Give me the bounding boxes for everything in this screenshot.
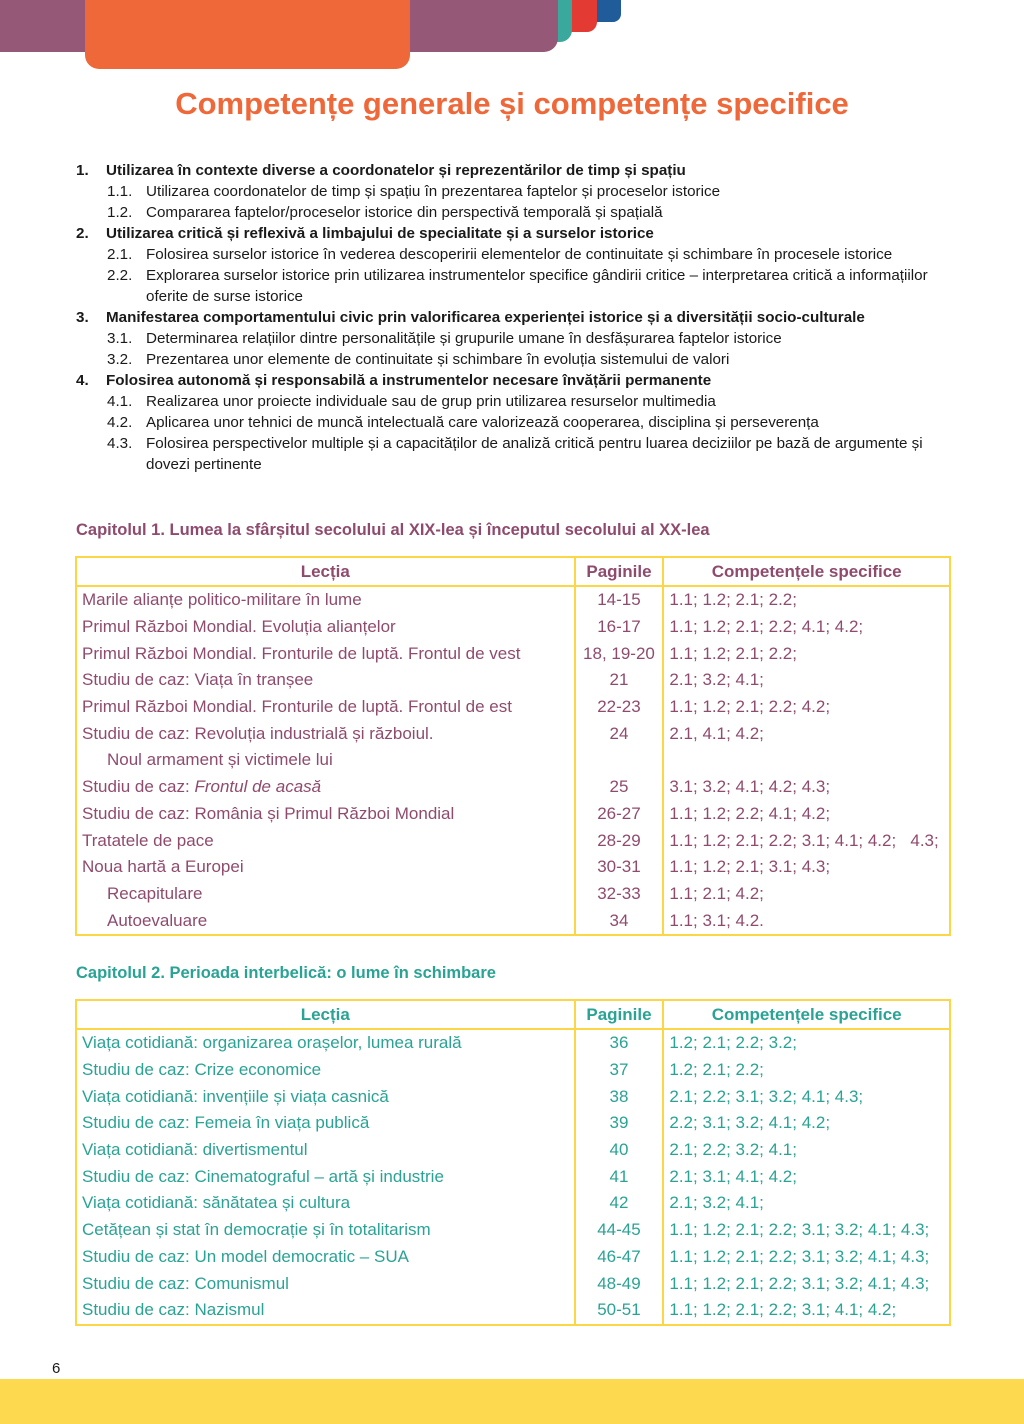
table-header-row [76,1000,950,1029]
competences-cell: 1.1; 1.2; 2.2; 4.1; 4.2; [669,803,831,823]
competences-cell: 2.1; 3.2; 4.1; [669,670,764,690]
table-row [76,827,950,854]
decorative-tab-orange [85,0,410,69]
column-header-pages: Paginile [575,1000,664,1029]
competences-cell: 3.1; 3.2; 4.1; 4.2; 4.3; [669,777,831,797]
chapter-1-table [75,556,951,936]
specific-competence-4-1 [76,391,956,412]
chapter-2-table [75,999,951,1326]
competences-cell: 2.1; 2.2; 3.2; 4.1; [669,1140,797,1160]
column-header-competences: Competențele specifice [663,1000,950,1029]
table-row [76,1190,950,1217]
page-title: Competențe generale și competențe specifice [175,86,849,121]
pages-cell: 39 [575,1110,664,1137]
lesson-cell: Viața cotidiană: divertismentul [82,1140,308,1160]
competences-cell: 1.1; 1.2; 2.1; 2.2; 3.1; 3.2; 4.1; 4.3; [669,1273,930,1293]
competences-cell: 1.1; 1.2; 2.1; 2.2; 3.1; 3.2; 4.1; 4.3; [669,1246,930,1266]
specific-competence-4-2 [76,412,956,433]
chapter-1-title: Capitolul 1. Lumea la sfârșitul secolului al XIX-lea și începutul secolului al XX-lea [76,521,710,539]
specific-competence-3-2 [76,349,956,370]
table-row [76,1110,950,1137]
competence-text: Utilizarea critică și reflexivă a limbajului de specialitate și a surselor istorice [106,225,654,242]
table-row [76,640,950,667]
competences-cell: 1.1; 1.2; 2.1; 2.2; 3.1; 4.1; 4.2; [669,1300,897,1320]
pages-cell: 38 [575,1083,664,1110]
general-competence-1 [76,160,956,181]
pages-cell: 44-45 [575,1217,664,1244]
competences-cell: 2.1; 3.2; 4.1; [669,1193,764,1213]
table-header-row [76,557,950,586]
lesson-cell: Viața cotidiană: organizarea orașelor, lumea rurală [82,1033,462,1053]
competences-cell: 1.1; 1.2; 2.1; 2.2; 4.2; [669,697,831,717]
lesson-cell: Viața cotidiană: invențiile și viața casnică [82,1086,389,1106]
table-row [76,881,950,908]
competence-number: 4.1. [107,393,133,410]
table-row [76,1270,950,1297]
competence-number: 4.3. [107,435,133,452]
lesson-prefix: Studiu de caz: [82,777,195,797]
competences-cell: 1.1; 1.2; 2.1; 2.2; [669,590,797,610]
competences-cell [663,747,950,774]
lesson-cell: Autoevaluare [107,910,208,930]
pages-cell: 21 [575,667,664,694]
pages-cell: 37 [575,1057,664,1084]
competence-text: Aplicarea unor tehnici de muncă intelectuală care valorizează cooperarea, disciplina și perseverența [146,414,819,431]
column-header-lesson: Lecția [76,557,575,586]
lesson-cell [76,774,575,801]
competence-number: 1.2. [107,204,133,221]
competence-text: Compararea faptelor/proceselor istorice din perspectivă temporală și spațială [146,204,663,221]
lesson-cell: Studiu de caz: Crize economice [82,1060,322,1080]
lesson-cell: Studiu de caz: Comunismul [82,1273,289,1293]
lesson-cell: Marile alianțe politico-militare în lume [82,590,362,610]
table-row [76,614,950,641]
competence-text: Folosirea perspectivelor multiple și a capacităților de analiză critică pentru luarea deciziilor pe bază de argumente și dovezi pertinente [146,435,923,473]
table-row [76,907,950,935]
table-row [76,1217,950,1244]
lesson-cell: Viața cotidiană: sănătatea și cultura [82,1193,351,1213]
pages-cell: 25 [575,774,664,801]
competences-list [76,160,956,475]
competences-cell: 1.1; 1.2; 2.1; 3.1; 4.3; [669,857,831,877]
lesson-cell: Studiu de caz: Viața în tranșee [82,670,314,690]
competence-number: 2.1. [107,246,133,263]
competence-text: Utilizarea în contexte diverse a coordonatelor și reprezentărilor de timp și spațiu [106,162,686,179]
lesson-cell: Studiu de caz: Cinematograful – artă și industrie [82,1166,444,1186]
competences-cell: 1.1; 1.2; 2.1; 2.2; [669,643,797,663]
lesson-cell: Studiu de caz: Revoluția industrială și războiul. [82,723,434,743]
pages-cell: 16-17 [575,614,664,641]
table-row [76,854,950,881]
table-row [76,1297,950,1325]
competences-cell: 2.1, 4.1; 4.2; [669,723,764,743]
competence-number: 4. [76,372,89,389]
pages-cell: 30-31 [575,854,664,881]
competence-number: 4.2. [107,414,133,431]
table-row [76,1083,950,1110]
pages-cell: 26-27 [575,801,664,828]
table-row [76,1029,950,1057]
competences-cell: 1.1; 1.2; 2.1; 2.2; 3.1; 3.2; 4.1; 4.3; [669,1220,930,1240]
competence-number: 2. [76,225,89,242]
pages-cell: 42 [575,1190,664,1217]
table-row [76,1057,950,1084]
chapter-2-title: Capitolul 2. Perioada interbelică: o lume în schimbare [76,964,496,982]
specific-competence-2-2 [76,265,956,307]
lesson-italic-title: Frontul de acasă [194,777,322,797]
general-competence-3 [76,307,956,328]
lesson-cell: Studiu de caz: Nazismul [82,1300,265,1320]
pages-cell: 24 [575,720,664,747]
competence-number: 3.1. [107,330,133,347]
competence-number: 3.2. [107,351,133,368]
competence-text: Folosirea surselor istorice în vederea descoperirii elementelor de continuitate și schimbare în procesele istorice [146,246,893,263]
lesson-cell: Noua hartă a Europei [82,857,244,877]
competence-text: Prezentarea unor elemente de continuitate și schimbare în evoluția sistemului de valori [146,351,730,368]
competences-cell: 1.1; 1.2; 2.1; 2.2; 3.1; 4.1; 4.2; 4.3; [669,830,939,850]
competences-cell: 2.1; 2.2; 3.1; 3.2; 4.1; 4.3; [669,1086,864,1106]
lesson-cell: Primul Război Mondial. Fronturile de luptă. Frontul de est [82,697,512,717]
competences-cell: 2.1; 3.1; 4.1; 4.2; [669,1166,797,1186]
pages-cell: 41 [575,1163,664,1190]
specific-competence-3-1 [76,328,956,349]
pages-cell: 48-49 [575,1270,664,1297]
competence-number: 3. [76,309,89,326]
table-row [76,720,950,747]
column-header-lesson: Lecția [76,1000,575,1029]
general-competence-4 [76,370,956,391]
lesson-cell: Recapitulare [107,883,203,903]
table-row [76,586,950,614]
competence-text: Determinarea relațiilor dintre personalitățile și grupurile umane în desfășurarea faptelor istorice [146,330,782,347]
specific-competence-4-3 [76,433,956,475]
pages-cell: 50-51 [575,1297,664,1325]
column-header-competences: Competențele specifice [663,557,950,586]
specific-competence-2-1 [76,244,956,265]
page-number: 6 [52,1360,61,1377]
competences-cell: 1.2; 2.1; 2.2; [669,1060,764,1080]
competence-text: Explorarea surselor istorice prin utilizarea instrumentelor specifice gândirii critice – interpretarea critică a informațiilor oferite de surse istorice [146,267,928,305]
lesson-cell: Studiu de caz: Un model democratic – SUA [82,1246,409,1266]
table-row [76,694,950,721]
competence-number: 1. [76,162,89,179]
table-row [76,747,950,774]
table-row [76,1244,950,1271]
competence-text: Utilizarea coordonatelor de timp și spațiu în prezentarea faptelor și proceselor istorice [146,183,721,200]
pages-cell: 14-15 [575,586,664,614]
competences-cell: 1.1; 2.1; 4.2; [669,883,764,903]
competence-text: Manifestarea comportamentului civic prin valorificarea experienței istorice și a diversității socio-culturale [106,309,865,326]
pages-cell: 28-29 [575,827,664,854]
competence-number: 1.1. [107,183,133,200]
table-row [76,1137,950,1164]
column-header-pages: Paginile [575,557,664,586]
pages-cell: 22-23 [575,694,664,721]
specific-competence-1-1 [76,181,956,202]
competence-number: 2.2. [107,267,133,284]
lesson-cell: Studiu de caz: România și Primul Război Mondial [82,803,455,823]
pages-cell: 46-47 [575,1244,664,1271]
competences-cell: 1.2; 2.1; 2.2; 3.2; [669,1033,797,1053]
competences-cell: 1.1; 1.2; 2.1; 2.2; 4.1; 4.2; [669,617,864,637]
lesson-cell: Noul armament și victimele lui [107,750,333,770]
lesson-cell: Primul Război Mondial. Fronturile de luptă. Frontul de vest [82,643,521,663]
pages-cell: 34 [575,907,664,935]
table-row [76,667,950,694]
lesson-cell: Studiu de caz: Femeia în viața publică [82,1113,370,1133]
competence-text: Folosirea autonomă și responsabilă a instrumentelor necesare învățării permanente [106,372,712,389]
table-row [76,774,950,801]
table-row [76,801,950,828]
competences-cell: 1.1; 3.1; 4.2. [669,910,764,930]
general-competence-2 [76,223,956,244]
pages-cell: 32-33 [575,881,664,908]
lesson-cell: Tratatele de pace [82,830,214,850]
specific-competence-1-2 [76,202,956,223]
pages-cell: 18, 19-20 [575,640,664,667]
table-row [76,1163,950,1190]
pages-cell: 36 [575,1029,664,1057]
lesson-cell: Cetățean și stat în democrație și în totalitarism [82,1220,431,1240]
lesson-cell: Primul Război Mondial. Evoluția alianțelor [82,617,396,637]
pages-cell [575,747,664,774]
competences-cell: 2.2; 3.1; 3.2; 4.1; 4.2; [669,1113,831,1133]
competence-text: Realizarea unor proiecte individuale sau de grup prin utilizarea resurselor multimedia [146,393,716,410]
pages-cell: 40 [575,1137,664,1164]
footer-band [0,1379,1024,1424]
